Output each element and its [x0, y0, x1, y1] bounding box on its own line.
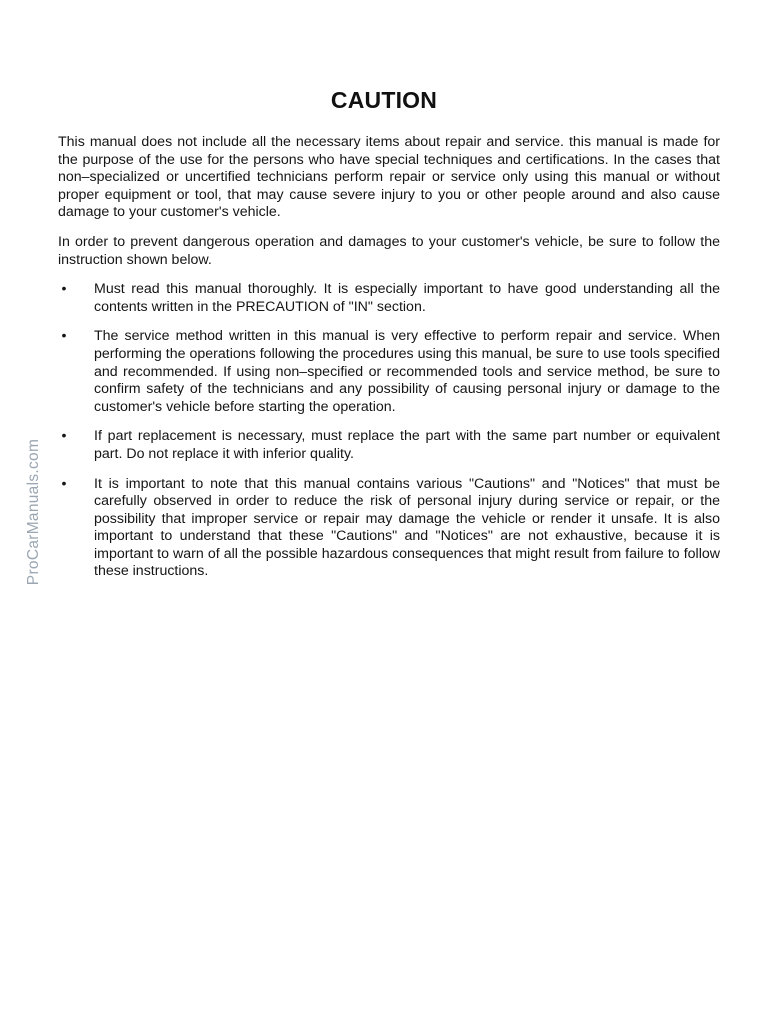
- bullet-icon: •: [61, 281, 67, 298]
- caution-list: [58, 281, 720, 581]
- list-item: [58, 476, 720, 582]
- list-item-text: The service method written in this manual is very effective to perform repair and service. When performing the operations following the procedures using this manual, be sure to use tools specified and recommended. If using non–specified or recommended tools and service method, be sure to confirm safety of the technicians and any possibility of causing personal injury or damage to the customer's vehicle before starting the operation.: [94, 328, 720, 415]
- list-item-text: Must read this manual thoroughly. It is especially important to have good understanding all the contents written in the PRECAUTION of "IN" section.: [94, 281, 720, 315]
- list-item: [58, 281, 720, 316]
- bullet-icon: •: [61, 475, 67, 492]
- bullet-icon: •: [61, 328, 67, 345]
- list-item: [58, 428, 720, 463]
- bullet-icon: •: [61, 428, 67, 445]
- intro-paragraph: This manual does not include all the necessary items about repair and service. this manual is made for the purpose of the use for the persons who have special techniques and certifications. In the cases that non–specialized or uncertified technicians perform repair or service only using this manual or without proper equipment or tool, that may cause severe injury to you or other people around and also cause damage to your customer's vehicle.: [58, 134, 720, 221]
- caution-content: [58, 134, 720, 593]
- page-title: CAUTION: [330, 87, 438, 113]
- watermark: ProCarManuals.com: [25, 438, 42, 586]
- list-item: [58, 328, 720, 416]
- list-item-text: It is important to note that this manual contains various "Cautions" and "Notices" that must be carefully observed in order to reduce the risk of personal injury during service or repair, or the possibility that improper service or repair may damage the vehicle or render it unsafe. It is also important to understand that these "Cautions" and "Notices" are not exhaustive, because it is important to warn of all the possible hazardous consequences that might result from failure to follow these instructions.: [94, 475, 720, 580]
- instruction-paragraph: In order to prevent dangerous operation and damages to your customer's vehicle, be sure to follow the instruction shown below.: [58, 233, 720, 268]
- list-item-text: If part replacement is necessary, must replace the part with the same part number or equivalent part. Do not replace it with inferior quality.: [94, 428, 720, 462]
